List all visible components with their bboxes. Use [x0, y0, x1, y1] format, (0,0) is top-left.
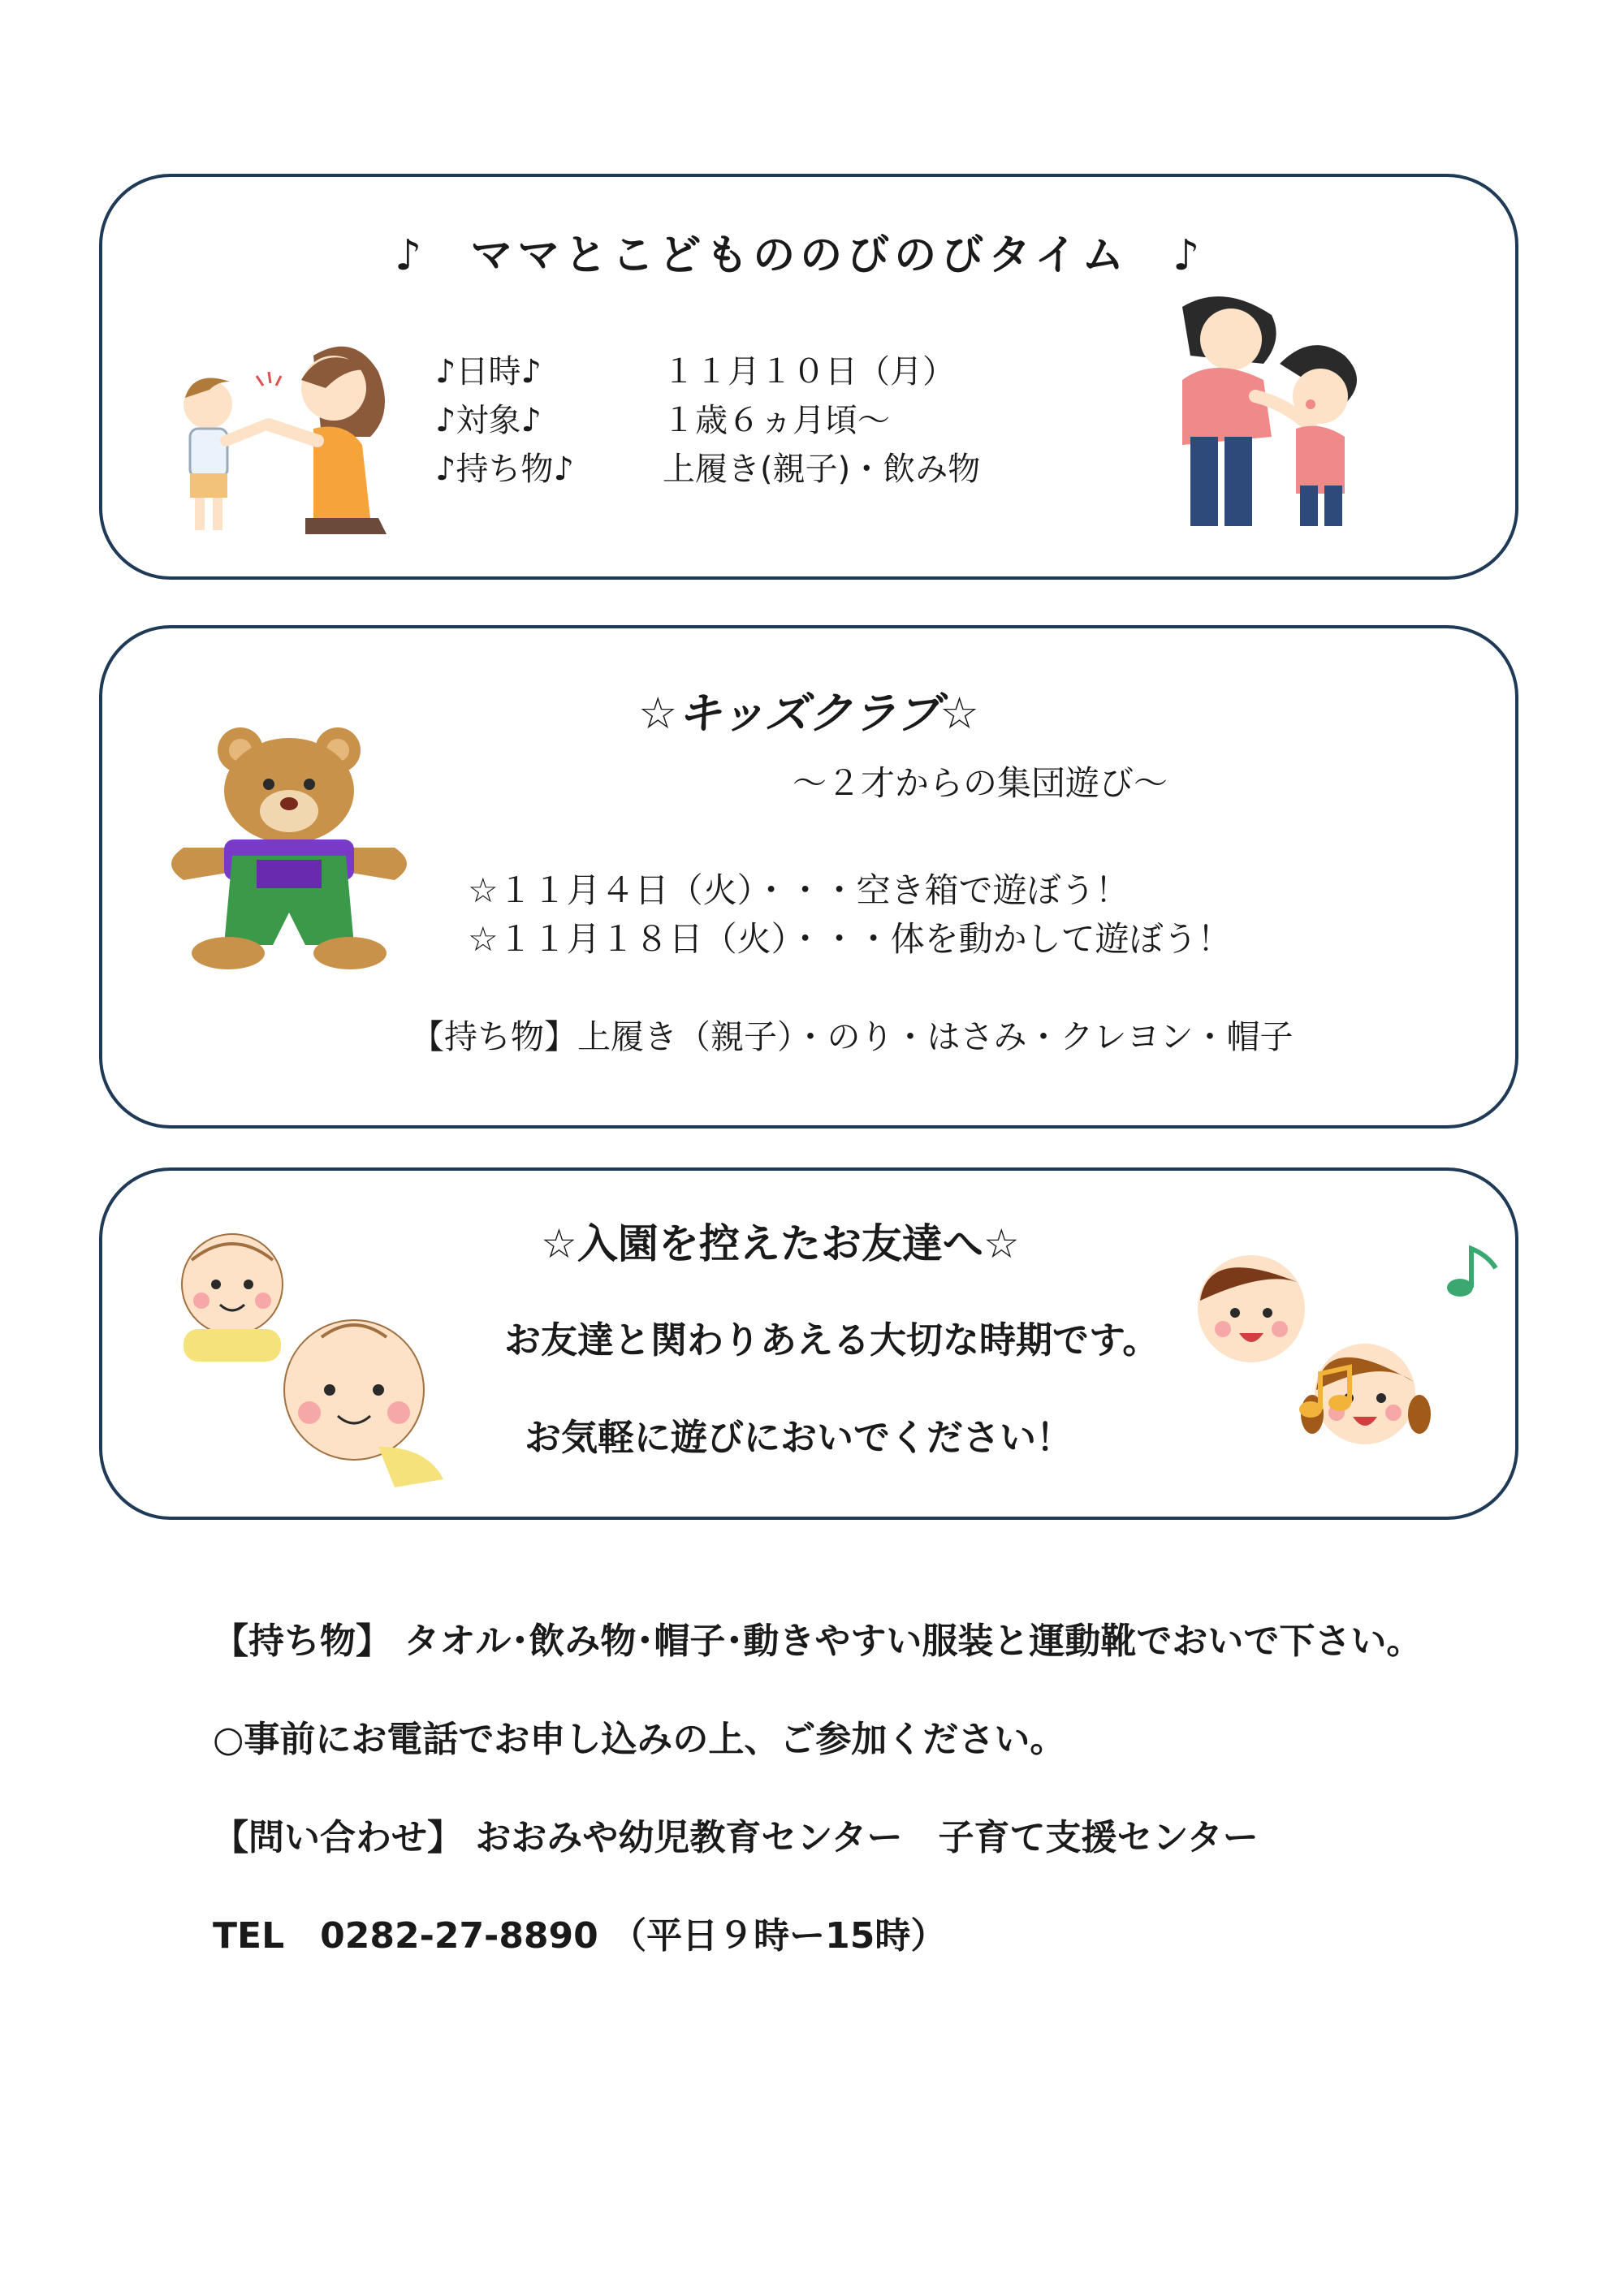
- title-note-left: ♪: [395, 231, 427, 280]
- kids-club-subtitle: ～２才からの集団遊び～: [793, 763, 1168, 803]
- footer-apply: ○事前にお電話でお申し込みの上、ご参加ください。: [213, 1719, 1066, 1760]
- date-value: １１月１０日（月）: [663, 353, 955, 391]
- pre-enrollment-line2: お気軽に遊びにおいでください！: [525, 1416, 1073, 1459]
- info-values: [663, 347, 980, 494]
- music-note-icon: [1296, 1366, 1361, 1422]
- title-text: ママとこどもののびのびタイム: [470, 231, 1129, 280]
- kids-event-2: ☆１１月１８日（火）・・・体を動かして遊ぼう！: [468, 919, 1232, 959]
- footer-contact: 【問い合わせ】 おおみや幼児教育センター 子育て支援センター: [213, 1817, 1259, 1858]
- teddy-bear-icon: [159, 726, 411, 969]
- pre-enrollment-line1: お友達と関わりあえる大切な時期です。: [504, 1318, 1160, 1362]
- pre-enrollment-box: [99, 1167, 1518, 1520]
- pre-enrollment-title: ☆入園を控えたお友達へ☆: [541, 1220, 1020, 1267]
- title-note-right: ♪: [1173, 231, 1205, 280]
- footer-items: 【持ち物】 タオル･飲み物･帽子･動きやすい服装と運動靴でおいで下さい。: [213, 1621, 1423, 1662]
- music-note-icon: [1442, 1244, 1507, 1301]
- target-label: ♪対象♪: [435, 402, 542, 439]
- nobinobi-time-box: [99, 174, 1518, 580]
- kids-faces-icon: [1190, 1244, 1458, 1463]
- nobinobi-title: [395, 221, 1204, 282]
- kids-club-box: [99, 625, 1518, 1129]
- babies-crawling-icon: [167, 1228, 460, 1495]
- footer-tel: TEL 0282-27-8890 （平日９時ー15時）: [213, 1915, 947, 1957]
- target-value: １歳６ヵ月頃～: [663, 402, 890, 439]
- items-label: ♪持ち物♪: [435, 451, 575, 488]
- items-value: 上履き(親子)・飲み物: [663, 451, 981, 488]
- kids-club-title: ☆キッズクラブ☆: [638, 688, 979, 739]
- date-label: ♪日時♪: [435, 353, 542, 391]
- mother-girl-hug-icon: [1134, 274, 1410, 542]
- kids-event-1: ☆１１月４日（火）・・・空き箱で遊ぼう！: [468, 870, 1129, 910]
- info-labels: [435, 347, 574, 494]
- mother-child-clap-icon: [159, 299, 403, 542]
- kids-items: 【持ち物】上履き（親子）・のり・はさみ・クレヨン・帽子: [411, 1017, 1294, 1056]
